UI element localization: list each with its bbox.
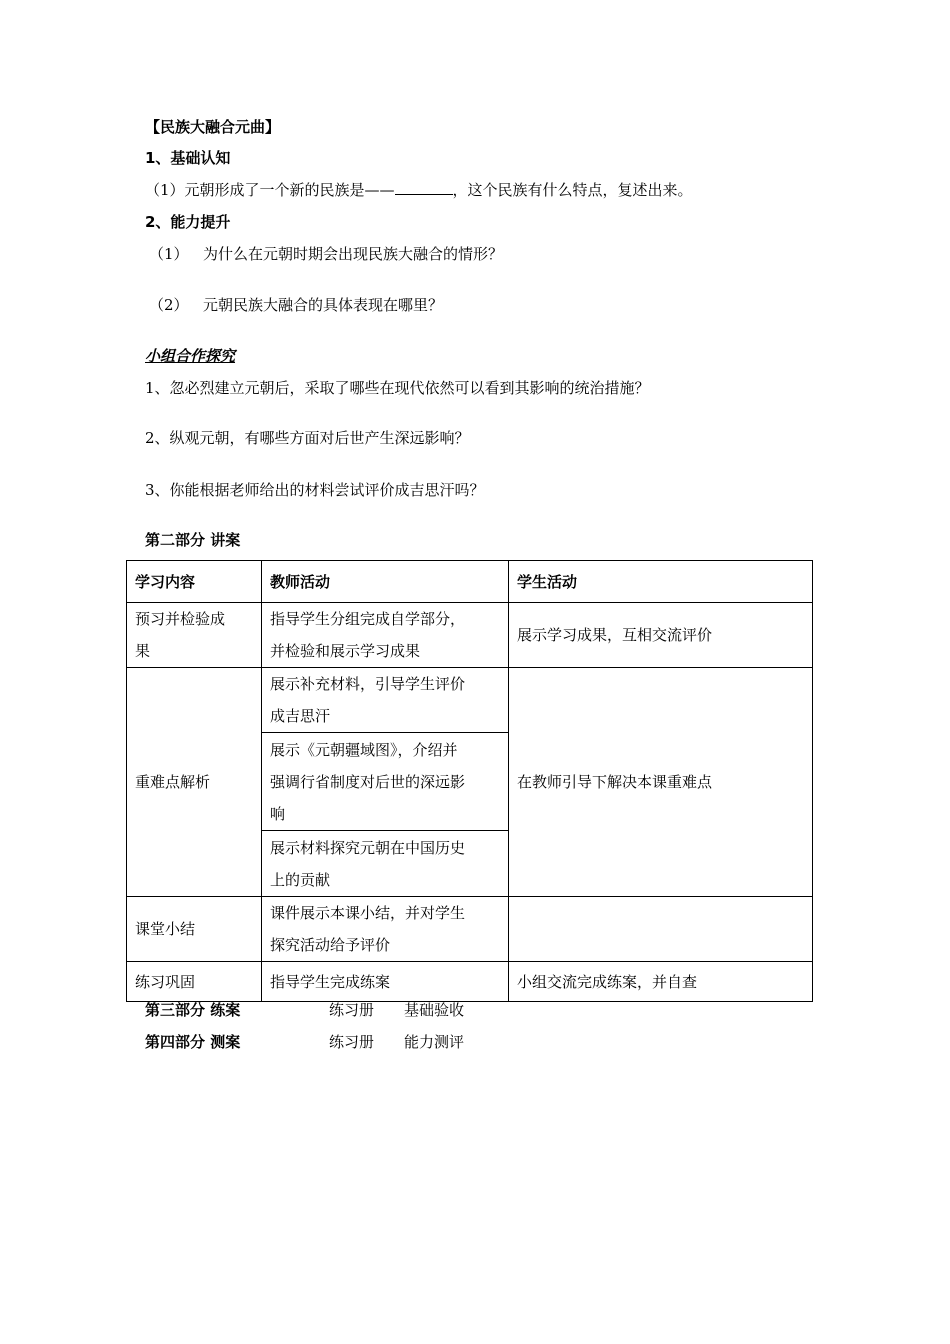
header-teacher: 教师活动: [262, 561, 509, 603]
part4-title: 第四部分 测案: [145, 1033, 241, 1051]
row1-teacher: [262, 603, 509, 668]
header-student: 学生活动: [509, 561, 813, 603]
ability-heading: 2、能力提升: [145, 213, 231, 231]
table-row: [127, 962, 813, 1002]
part4-book: 练习册: [329, 1033, 375, 1051]
part3-book: 练习册: [329, 1001, 375, 1019]
row4-student: 小组交流完成练案，并自查: [509, 962, 813, 1002]
table-row: [127, 897, 813, 962]
row2-teacher-a: [262, 668, 509, 733]
table-row: [127, 603, 813, 668]
row2-content: 重难点解析: [127, 668, 262, 897]
group-item-3: 3、你能根据老师给出的材料尝试评价成吉思汗吗？: [145, 481, 485, 499]
ability-item-num-1: （1）: [149, 245, 189, 263]
cell-line: 课件展示本课小结，并对学生: [270, 904, 466, 922]
group-item-2: 2、纵观元朝，有哪些方面对后世产生深远影响？: [145, 429, 470, 447]
row1-content: [127, 603, 262, 668]
cell-line: 探究活动给予评价: [270, 936, 391, 954]
row2-teacher-c: [262, 831, 509, 897]
ability-item-text-1: 为什么在元朝时期会出现民族大融合的情形？: [203, 245, 504, 263]
row4-teacher: 指导学生完成练案: [262, 962, 509, 1002]
basic-question-1-prefix: （1）元朝形成了一个新的民族是——: [145, 181, 395, 199]
cell-line: 果: [135, 642, 151, 660]
cell-line: 展示《元朝疆域图》，介绍并: [270, 740, 458, 759]
cell-line: 成吉思汗: [270, 707, 331, 725]
cell-line: 上的贡献: [270, 870, 331, 889]
row4-content: 练习巩固: [127, 962, 262, 1002]
group-item-1: 1、忽必烈建立元朝后，采取了哪些在现代依然可以看到其影响的统治措施？: [145, 379, 650, 397]
cell-line: 预习并检验成: [135, 610, 226, 628]
basic-heading: 1、基础认知: [145, 149, 231, 167]
cell-line: 展示补充材料，引导学生评价: [270, 675, 466, 693]
part2-title: 第二部分 讲案: [145, 531, 241, 549]
section-title: 【民族大融合元曲】: [145, 118, 281, 136]
cell-line: 强调行省制度对后世的深远影: [270, 772, 466, 791]
row3-teacher: [262, 897, 509, 962]
cell-line: 指导学生分组完成自学部分，: [270, 610, 466, 628]
row3-content: 课堂小结: [127, 897, 262, 962]
part3-title: 第三部分 练案: [145, 1001, 241, 1019]
table-header-row: [127, 561, 813, 603]
basic-question-1: [145, 180, 693, 200]
lesson-plan-table: [126, 560, 813, 1002]
table-row: [127, 668, 813, 733]
part4-label: 能力测评: [404, 1033, 465, 1051]
cell-line: 展示材料探究元朝在中国历史: [270, 838, 466, 857]
ability-item-num-2: （2）: [149, 296, 189, 314]
row2-student: 在教师引导下解决本课重难点: [509, 668, 813, 897]
cell-line: 并检验和展示学习成果: [270, 642, 421, 660]
row3-student: [509, 897, 813, 962]
row2-teacher-b: [262, 733, 509, 831]
group-heading: 小组合作探究: [145, 347, 236, 365]
basic-question-1-suffix: ，这个民族有什么特点，复述出来。: [452, 181, 693, 199]
row1-student: 展示学习成果，互相交流评价: [509, 603, 813, 668]
ability-item-text-2: 元朝民族大融合的具体表现在哪里？: [203, 296, 444, 314]
header-content: 学习内容: [127, 561, 262, 603]
answer-blank: [395, 180, 453, 195]
part3-label: 基础验收: [404, 1001, 465, 1019]
cell-line: 响: [270, 804, 286, 823]
